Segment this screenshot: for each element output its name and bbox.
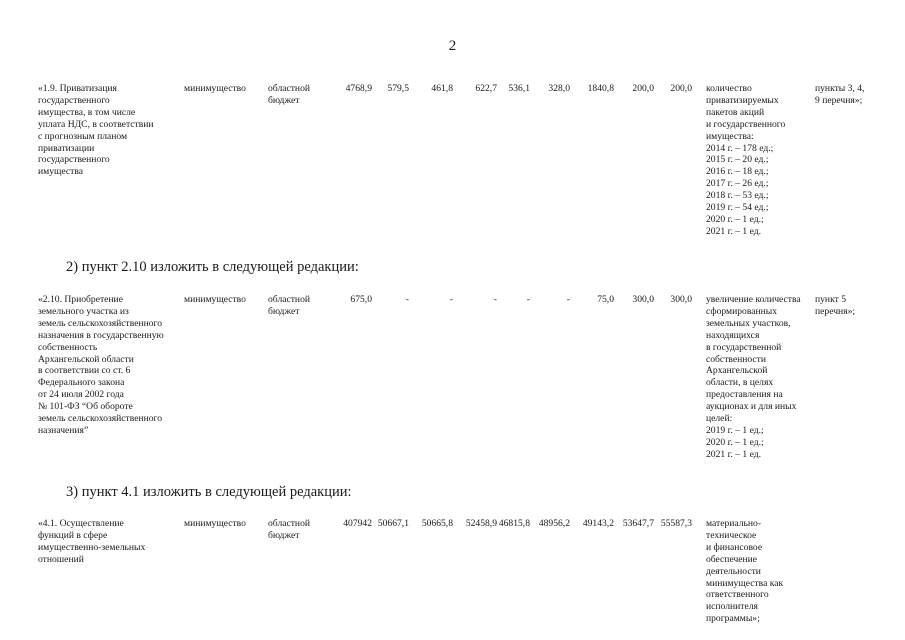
list-reference: пункты 3, 4, 9 перечня»;	[815, 83, 865, 106]
funding-source: областной бюджет	[268, 518, 311, 541]
list-reference: пункт 5 перечня»;	[815, 294, 856, 317]
value-cell: 46815,8	[498, 518, 530, 529]
value-cell: 4768,9	[345, 83, 372, 94]
value-cell: 579,5	[387, 83, 409, 94]
value-cell: 48956,2	[538, 518, 570, 529]
page-number: 2	[448, 38, 457, 54]
measure-name: «2.10. Приобретение земельного участка из земель сельскохозяйственного назначения в государственную собственность Архангельской области в соответствии со ст. 6 Федерального закона от 24 июля 2002 года № 101-ФЗ “Об обороте земель сельскохозяйственного назначения”	[38, 294, 164, 436]
funding-source: областной бюджет	[268, 294, 311, 317]
value-cell: 622,7	[475, 83, 497, 94]
value-cell: 52458,9	[465, 518, 497, 529]
value-cell: 200,0	[670, 83, 692, 94]
measure-name: «4.1. Осуществление функций в сфере имущественно-земельных отношений	[38, 518, 146, 565]
funding-source: областной бюджет	[268, 83, 311, 106]
responsible-executor: минимущество	[184, 294, 246, 305]
value-cell: 536,1	[508, 83, 530, 94]
value-cell: 200,0	[632, 83, 654, 94]
expected-result: материально-техническое и финансовое обеспечение деятельности минимущества как ответственного исполнителя программы»;	[706, 518, 784, 625]
value-cell: -	[566, 294, 570, 305]
expected-result: количество приватизируемых пакетов акций и государственного имущества: 2014 г. – 178 ед.; 2015 г. – 20 ед.; 2016 г. – 18 ед.; 2017 г. – 26 ед.; 2018 г. – 53 ед.; 2019 г. – 54 ед.; 2020 г. – 1 ед.; 2021 г. – 1 ед.	[706, 83, 786, 237]
measure-name: «1.9. Приватизация государственного имущества, в том числе уплата НДС, в соответствии с прогнозным планом приватизации государственного имущества	[38, 83, 154, 178]
value-cell: 49143,2	[582, 518, 614, 529]
value-cell: 461,8	[431, 83, 453, 94]
value-cell: 328,0	[548, 83, 570, 94]
responsible-executor: минимущество	[184, 518, 246, 529]
value-cell: 300,0	[632, 294, 654, 305]
value-cell: 407942	[343, 518, 372, 529]
value-cell: 50667,1	[377, 518, 409, 529]
expected-result: увеличение количества сформированных земельных участков, находящихся в государственной собственности Архангельской области, в целях предоставления на аукционах и для иных целей: 2019 г. – 1 ед.; 2020 г. – 1 ед.; 2021 г. – 1 ед.	[706, 294, 801, 460]
value-cell: 75,0	[597, 294, 614, 305]
value-cell: -	[493, 294, 497, 305]
value-cell: -	[526, 294, 530, 305]
value-cell: -	[405, 294, 409, 305]
responsible-executor: минимущество	[184, 83, 246, 94]
section-heading: 2) пункт 2.10 изложить в следующей редакции:	[66, 259, 359, 275]
section-heading: 3) пункт 4.1 изложить в следующей редакции:	[66, 484, 352, 500]
value-cell: 1840,8	[587, 83, 614, 94]
value-cell: -	[449, 294, 453, 305]
value-cell: 50665,8	[421, 518, 453, 529]
value-cell: 55587,3	[660, 518, 692, 529]
value-cell: 675,0	[350, 294, 372, 305]
value-cell: 53647,7	[622, 518, 654, 529]
value-cell: 300,0	[670, 294, 692, 305]
